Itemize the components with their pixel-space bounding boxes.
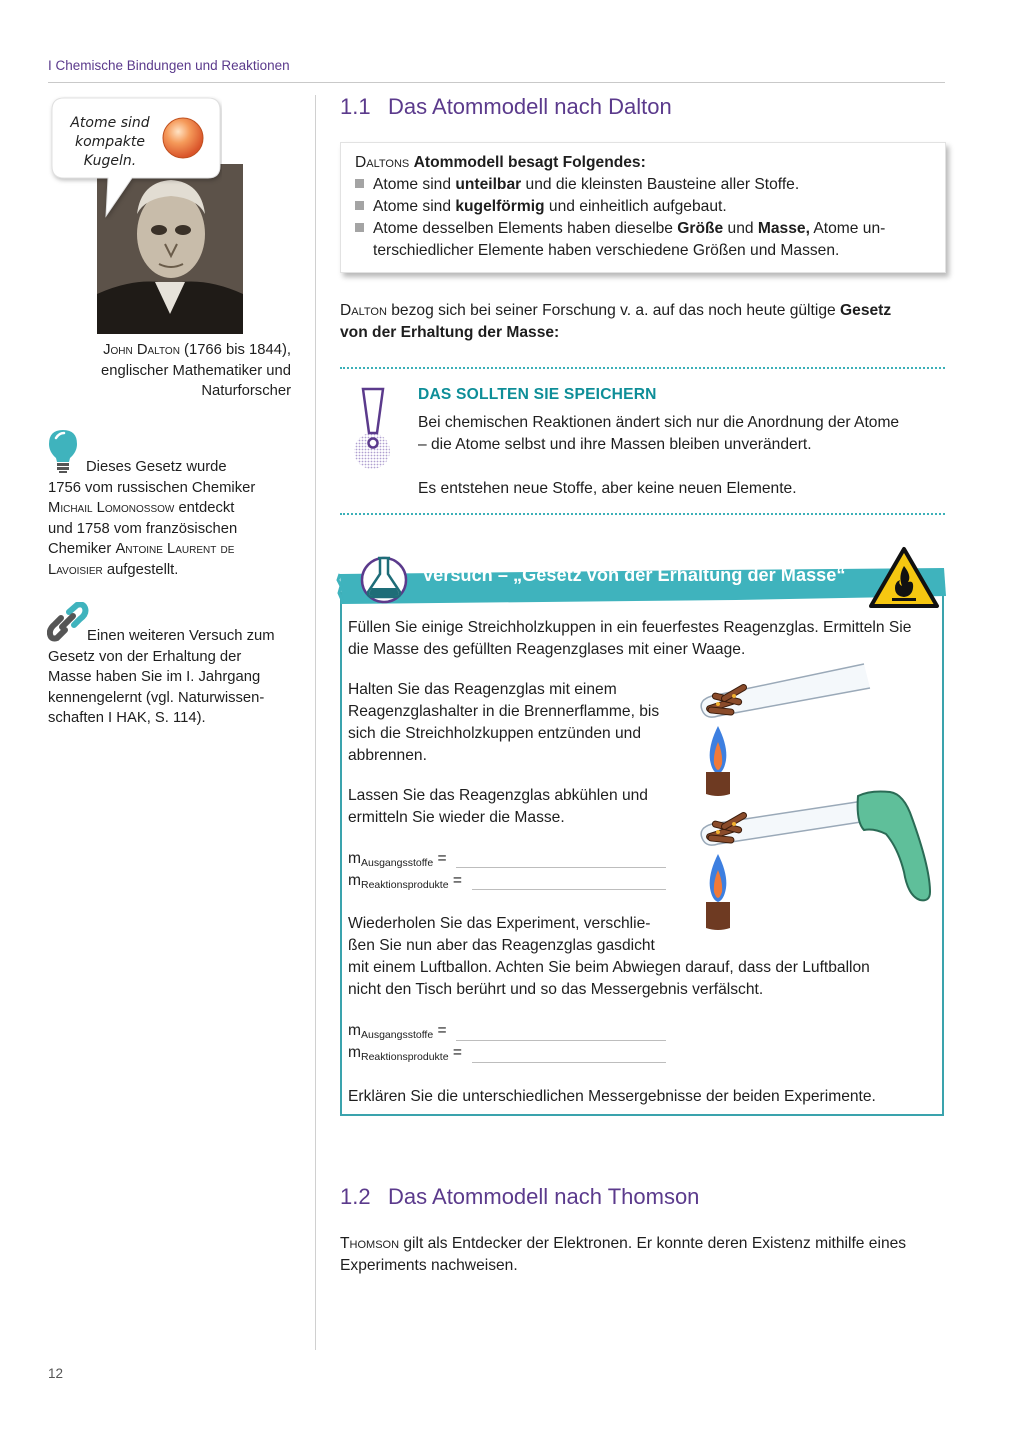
bullet-square-icon [355,201,364,210]
link-line-2: Gesetz von der Erhaltung der [48,648,242,665]
m-letter: m [348,1044,361,1061]
dalton-paragraph [340,300,946,344]
section-title: Das Atommodell nach Thomson [388,1184,700,1209]
measurement-2-end [348,1042,462,1068]
b3d: Masse, [757,220,810,237]
tip-line-4: und 1758 vom französischen [48,520,238,537]
b3b: Größe [677,220,724,237]
b3a: Atome desselben Elements haben dieselbe [373,220,678,237]
thomson-name: Thomson [340,1235,400,1252]
test-tube-burner-illustration [694,660,874,800]
tip-line-6-rest: aufgestellt. [102,561,179,578]
fill-in-line[interactable] [472,877,666,890]
bullet-3-cont: terschiedlicher Elemente haben verschiedene Größen und Massen. [373,242,840,259]
m-letter: m [348,850,361,867]
thomson-paragraph [340,1233,946,1277]
link-line-5: schaften I HAK, S. 114). [48,710,206,726]
box-intro: Atommodell besagt Folgendes: [413,154,646,171]
tip-text [48,457,298,580]
m-letter: m [348,1022,361,1039]
b2b: kugelförmig [455,198,545,215]
memo-bottom-divider [340,513,945,515]
tip-name-lomonossow: Michail Lomonossow [48,500,175,516]
tip-name-lavoisier-b: Lavoisier [48,561,103,578]
link-line-4: kennengelernt (vgl. Naturwissen- [48,689,265,706]
section-heading-1-1 [340,94,672,120]
caption-rest: (1766 bis 1844), [179,342,291,358]
step1-line1: Füllen Sie einige Streichholzkuppen in ein feuerfestes Reagenzglas. Ermitteln Sie [348,619,912,636]
link-line-1: Einen weiteren Versuch zum [87,628,275,644]
para-bold1: Gesetz [840,302,892,319]
memo-line-2: – die Atome selbst und ihre Massen bleiben unverändert. [418,436,812,453]
m-sub: Ausgangsstoffe [361,857,434,869]
bullet-square-icon [355,179,364,188]
header-divider [48,82,945,83]
tip-name-lavoisier-a: Antoine Laurent de [115,541,235,557]
experiment-step-5: Erklären Sie die unterschiedlichen Messergebnisse der beiden Experimente. [348,1088,876,1105]
step4-line3: mit einem Luftballon. Achten Sie beim Abwiegen darauf, dass der Luftballon [348,959,870,976]
b3c: und [723,220,758,237]
experiment-step-2 [348,679,688,767]
step2-line2: Reagenzglashalter in die Brennerflamme, bis [348,703,660,720]
memo-text [418,412,948,500]
memo-title: DAS SOLLTEN SIE SPEICHERN [418,386,657,403]
fill-in-line[interactable] [456,1028,666,1041]
m-eq: = [433,850,447,867]
portrait-caption [48,340,291,402]
section-number: 1.1 [340,94,371,119]
step4-line1: Wiederholen Sie das Experiment, verschlie- [348,915,651,932]
measurement-1-end [348,870,462,896]
caption-line-2: englischer Mathematiker und [101,362,291,379]
flask-icon [358,552,410,604]
m-eq: = [448,1044,463,1061]
flammable-warning-icon [868,546,940,610]
section-title: Das Atommodell nach Dalton [388,94,672,119]
fill-in-line[interactable] [472,1050,666,1063]
dalton-name: Daltons [355,154,410,171]
b1c: und die kleinsten Bausteine aller Stoffe. [521,176,800,193]
step4-line4: nicht den Tisch berührt und so das Messergebnis verfälscht. [348,981,764,998]
m-sub: Ausgangsstoffe [361,1029,434,1041]
fill-in-line[interactable] [456,855,666,868]
bubble-text [60,114,160,171]
dalton-summary-text [355,152,935,262]
b1b: unteilbar [455,176,522,193]
tip-line-3-rest: entdeckt [174,500,235,516]
step4-line2: ßen Sie nun aber das Reagenzglas gasdicht [348,937,655,954]
atom-sphere-icon [161,116,205,160]
running-header: I Chemische Bindungen und Reaktionen [48,58,290,73]
bullet-2 [355,196,935,218]
b3e: Atome un- [809,220,886,237]
experiment-step-3 [348,785,688,829]
caption-line-3: Naturforscher [201,383,291,399]
m-sub: Reaktionsprodukte [361,1051,449,1063]
test-tube-balloon-illustration [694,788,939,936]
para-rest: bezog sich bei seiner Forschung v. a. auf das noch heute gültige [386,302,841,319]
step2-line3: sich die Streichholzkuppen entzünden und [348,725,642,742]
experiment-step-1 [348,617,940,661]
m-letter: m [348,872,361,889]
link-text [48,626,298,729]
m-eq: = [448,872,463,889]
b2c: und einheitlich aufgebaut. [544,198,727,215]
tip-line-1: Dieses Gesetz wurde [86,459,227,475]
section-number: 1.2 [340,1184,371,1209]
step2-line1: Halten Sie das Reagenzglas mit einem [348,681,617,698]
column-divider [315,95,316,1350]
tip-line-2: 1756 vom russischen Chemiker [48,479,256,496]
para-name: Dalton [340,302,387,319]
memo-line-1: Bei chemischen Reaktionen ändert sich nur die Anordnung der Atome [418,414,900,431]
b1a: Atome sind [373,176,456,193]
page-number: 12 [48,1366,64,1381]
thomson-line2: Experiments nachweisen. [340,1257,518,1274]
bubble-line-3: Kugeln. [83,153,137,169]
link-line-3: Masse haben Sie im I. Jahrgang [48,669,261,685]
m-sub: Reaktionsprodukte [361,879,449,891]
memo-line-3: Es entstehen neue Stoffe, aber keine neuen Elemente. [418,480,797,497]
section-heading-1-2 [340,1184,699,1210]
thomson-rest: gilt als Entdecker der Elektronen. Er konnte deren Existenz mithilfe eines [399,1235,907,1252]
exclamation-icon [352,385,396,471]
step3-line1: Lassen Sie das Reagenzglas abkühlen und [348,787,648,804]
m-eq: = [433,1022,447,1039]
bubble-line-2: kompakte [75,134,145,150]
bullet-3 [355,218,935,240]
experiment-title: Versuch – „Gesetz von der Erhaltung der Masse“ [422,565,846,585]
step1-line2: die Masse des gefüllten Reagenzglases mit einer Waage. [348,641,746,658]
step2-line4: abbrennen. [348,747,427,764]
para-bold2: von der Erhaltung der Masse: [340,324,560,341]
bullet-square-icon [355,223,364,232]
b2a: Atome sind [373,198,456,215]
tip-line-5a: Chemiker [48,541,116,557]
bullet-1 [355,174,935,196]
bubble-line-1: Atome sind [70,115,150,131]
step3-line2: ermitteln Sie wieder die Masse. [348,809,565,826]
caption-name: John Dalton [103,342,180,358]
memo-top-divider [340,367,945,369]
